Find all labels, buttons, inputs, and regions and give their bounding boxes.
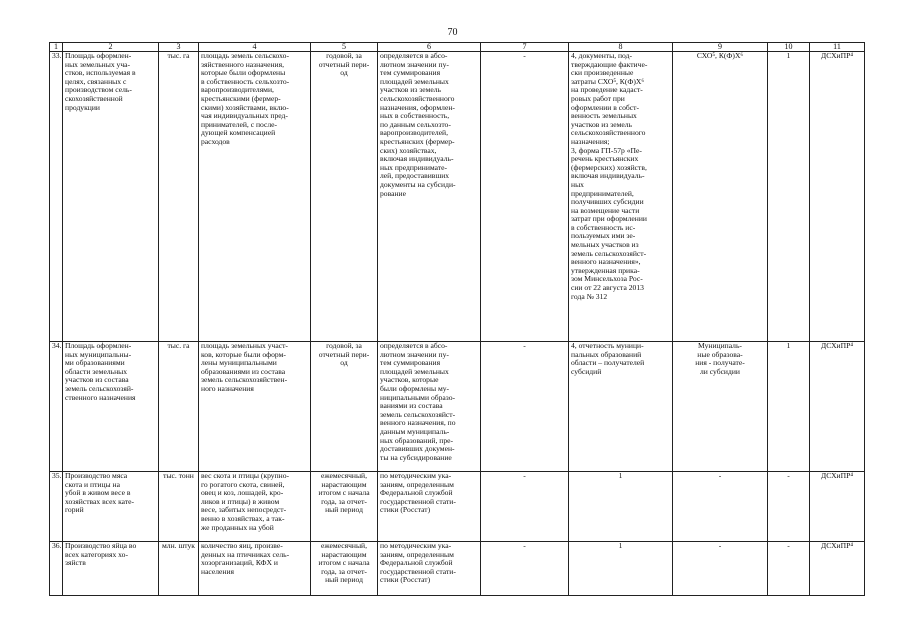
- calculation-method: по методическим ука- заниям, определенным Федеральной службой государственной стати- стики (Росстат): [378, 542, 481, 596]
- row-number: 35.: [50, 472, 63, 542]
- column-9-value: СХО⁵, К(Ф)Х⁶: [673, 52, 768, 342]
- indicator-table: [49, 42, 865, 596]
- responsible: ДСХиПР⁴: [810, 52, 865, 342]
- column-header: 3: [159, 43, 199, 52]
- column-header: 8: [569, 43, 673, 52]
- responsible: ДСХиПР⁴: [810, 472, 865, 542]
- unit: млн. штук: [159, 542, 199, 596]
- calculation-method: определяется в абсо- лютном значении пу- тем суммирования площадей земельных участков, которые были оформлены му- ниципальными образо- ваниями из состава земель сельскохозяйст- венного назначения, по данным муниципаль- ных образований, пре- доставивших докумен- ты на субсидирование: [378, 342, 481, 472]
- data-source: 1: [569, 542, 673, 596]
- column-header: 7: [481, 43, 569, 52]
- period: годовой, за отчетный пери- од: [311, 342, 378, 472]
- table-row: [50, 52, 865, 342]
- period: ежемесячный, нарастающим итогом с начала года, за отчет- ный период: [311, 542, 378, 596]
- header-row: [50, 43, 865, 52]
- column-header: 10: [768, 43, 810, 52]
- data-source: 4, отчетность муници- пальных образований области – получателей субсидий: [569, 342, 673, 472]
- definition: площадь земельных участ- ков, которые были оформ- лены муниципальными образованиями из состава земель сельскохозяйствен- ного назначения: [199, 342, 311, 472]
- column-header: 9: [673, 43, 768, 52]
- column-header: 4: [199, 43, 311, 52]
- column-header: 6: [378, 43, 481, 52]
- table-row: [50, 342, 865, 472]
- column-10-value: -: [768, 472, 810, 542]
- table-row: [50, 472, 865, 542]
- page-number: 70: [447, 27, 458, 38]
- column-header: 5: [311, 43, 378, 52]
- unit: тыс. тонн: [159, 472, 199, 542]
- definition: площадь земель сельскохо- зяйственного назначения, которые были оформлены в собственность сельхозто- варопроизводителями, крестьянскими (фермер- скими) хозяйствами, вклю- чая индивидуальных пред- принимателей, с после- дующей компенсацией расходов: [199, 52, 311, 342]
- definition: количество яиц, произве- денных на птичниках сель- хозорганизаций, КФХ и населения: [199, 542, 311, 596]
- column-10-value: 1: [768, 52, 810, 342]
- column-9-value: -: [673, 472, 768, 542]
- definition: вес скота и птицы (крупно- го рогатого скота, свиней, овец и коз, лошадей, кро- ликов и птицы) в живом весе, забитых непосредст- венно в хозяйствах, а так- же проданных на убой: [199, 472, 311, 542]
- column-10-value: 1: [768, 342, 810, 472]
- column-10-value: -: [768, 542, 810, 596]
- table-row: [50, 542, 865, 596]
- data-source: 4, документы, под- тверждающие фактиче- ски произведенные затраты СХО⁵, К(Ф)Х⁶ на проведение кадаст- ровых работ при оформлении в собст- венность земельных участков из земель сельскохозяйственного назначения; 3, форма ГП-57р «Пе- речень крестьянских (фермерских) хозяйств, включая индивидуаль- ных предпринимателей, получивших субсидии на возмещение части затрат при оформлении в собственность ис- пользуемых ими зе- мельных участков из земель сельскохозяйст- венного назначения», утвержденная прика- зом Минсельхоза Рос- сии от 22 августа 2013 года № 312: [569, 52, 673, 342]
- unit: тыс. га: [159, 342, 199, 472]
- responsible: ДСХиПР⁴: [810, 542, 865, 596]
- indicator-name: Площадь оформлен- ных муниципальны- ми образованиями области земельных участков из состава земель сельскохозяй- ственного назначения: [63, 342, 159, 472]
- column-7-value: -: [481, 342, 569, 472]
- calculation-method: определяется в абсо- лютном значении пу- тем суммирования площадей земельных участков из земель сельскохозяйственного назначения, оформлен- ных в собственность, по данным сельхозто- варопроизводителей, крестьянских (фермер- ских) хозяйствах, включая индивидуаль- ных предпринимате- лей, предоставивших документы на субсиди- рование: [378, 52, 481, 342]
- column-header: 1: [50, 43, 63, 52]
- row-number: 34.: [50, 342, 63, 472]
- unit: тыс. га: [159, 52, 199, 342]
- responsible: ДСХиПР⁴: [810, 342, 865, 472]
- indicator-name: Площадь оформлен- ных земельных уча- стков, используемая в целях, связанных с производством сель- скохозяйственной продукции: [63, 52, 159, 342]
- indicator-name: Производство яйца во всех категориях хо- зяйств: [63, 542, 159, 596]
- column-header: 2: [63, 43, 159, 52]
- column-9-value: Муниципаль- ные образова- ния - получате- ли субсидии: [673, 342, 768, 472]
- column-7-value: -: [481, 542, 569, 596]
- indicator-name: Производство мяса скота и птицы на убой в живом весе в хозяйствах всех кате- горий: [63, 472, 159, 542]
- data-source: 1: [569, 472, 673, 542]
- column-9-value: -: [673, 542, 768, 596]
- column-7-value: -: [481, 52, 569, 342]
- period: годовой, за отчетный пери- од: [311, 52, 378, 342]
- row-number: 33.: [50, 52, 63, 342]
- period: ежемесячный, нарастающим итогом с начала года, за отчет- ный период: [311, 472, 378, 542]
- calculation-method: по методическим ука- заниям, определенным Федеральной службой государственной стати- стики (Росстат): [378, 472, 481, 542]
- row-number: 36.: [50, 542, 63, 596]
- column-header: 11: [810, 43, 865, 52]
- column-7-value: -: [481, 472, 569, 542]
